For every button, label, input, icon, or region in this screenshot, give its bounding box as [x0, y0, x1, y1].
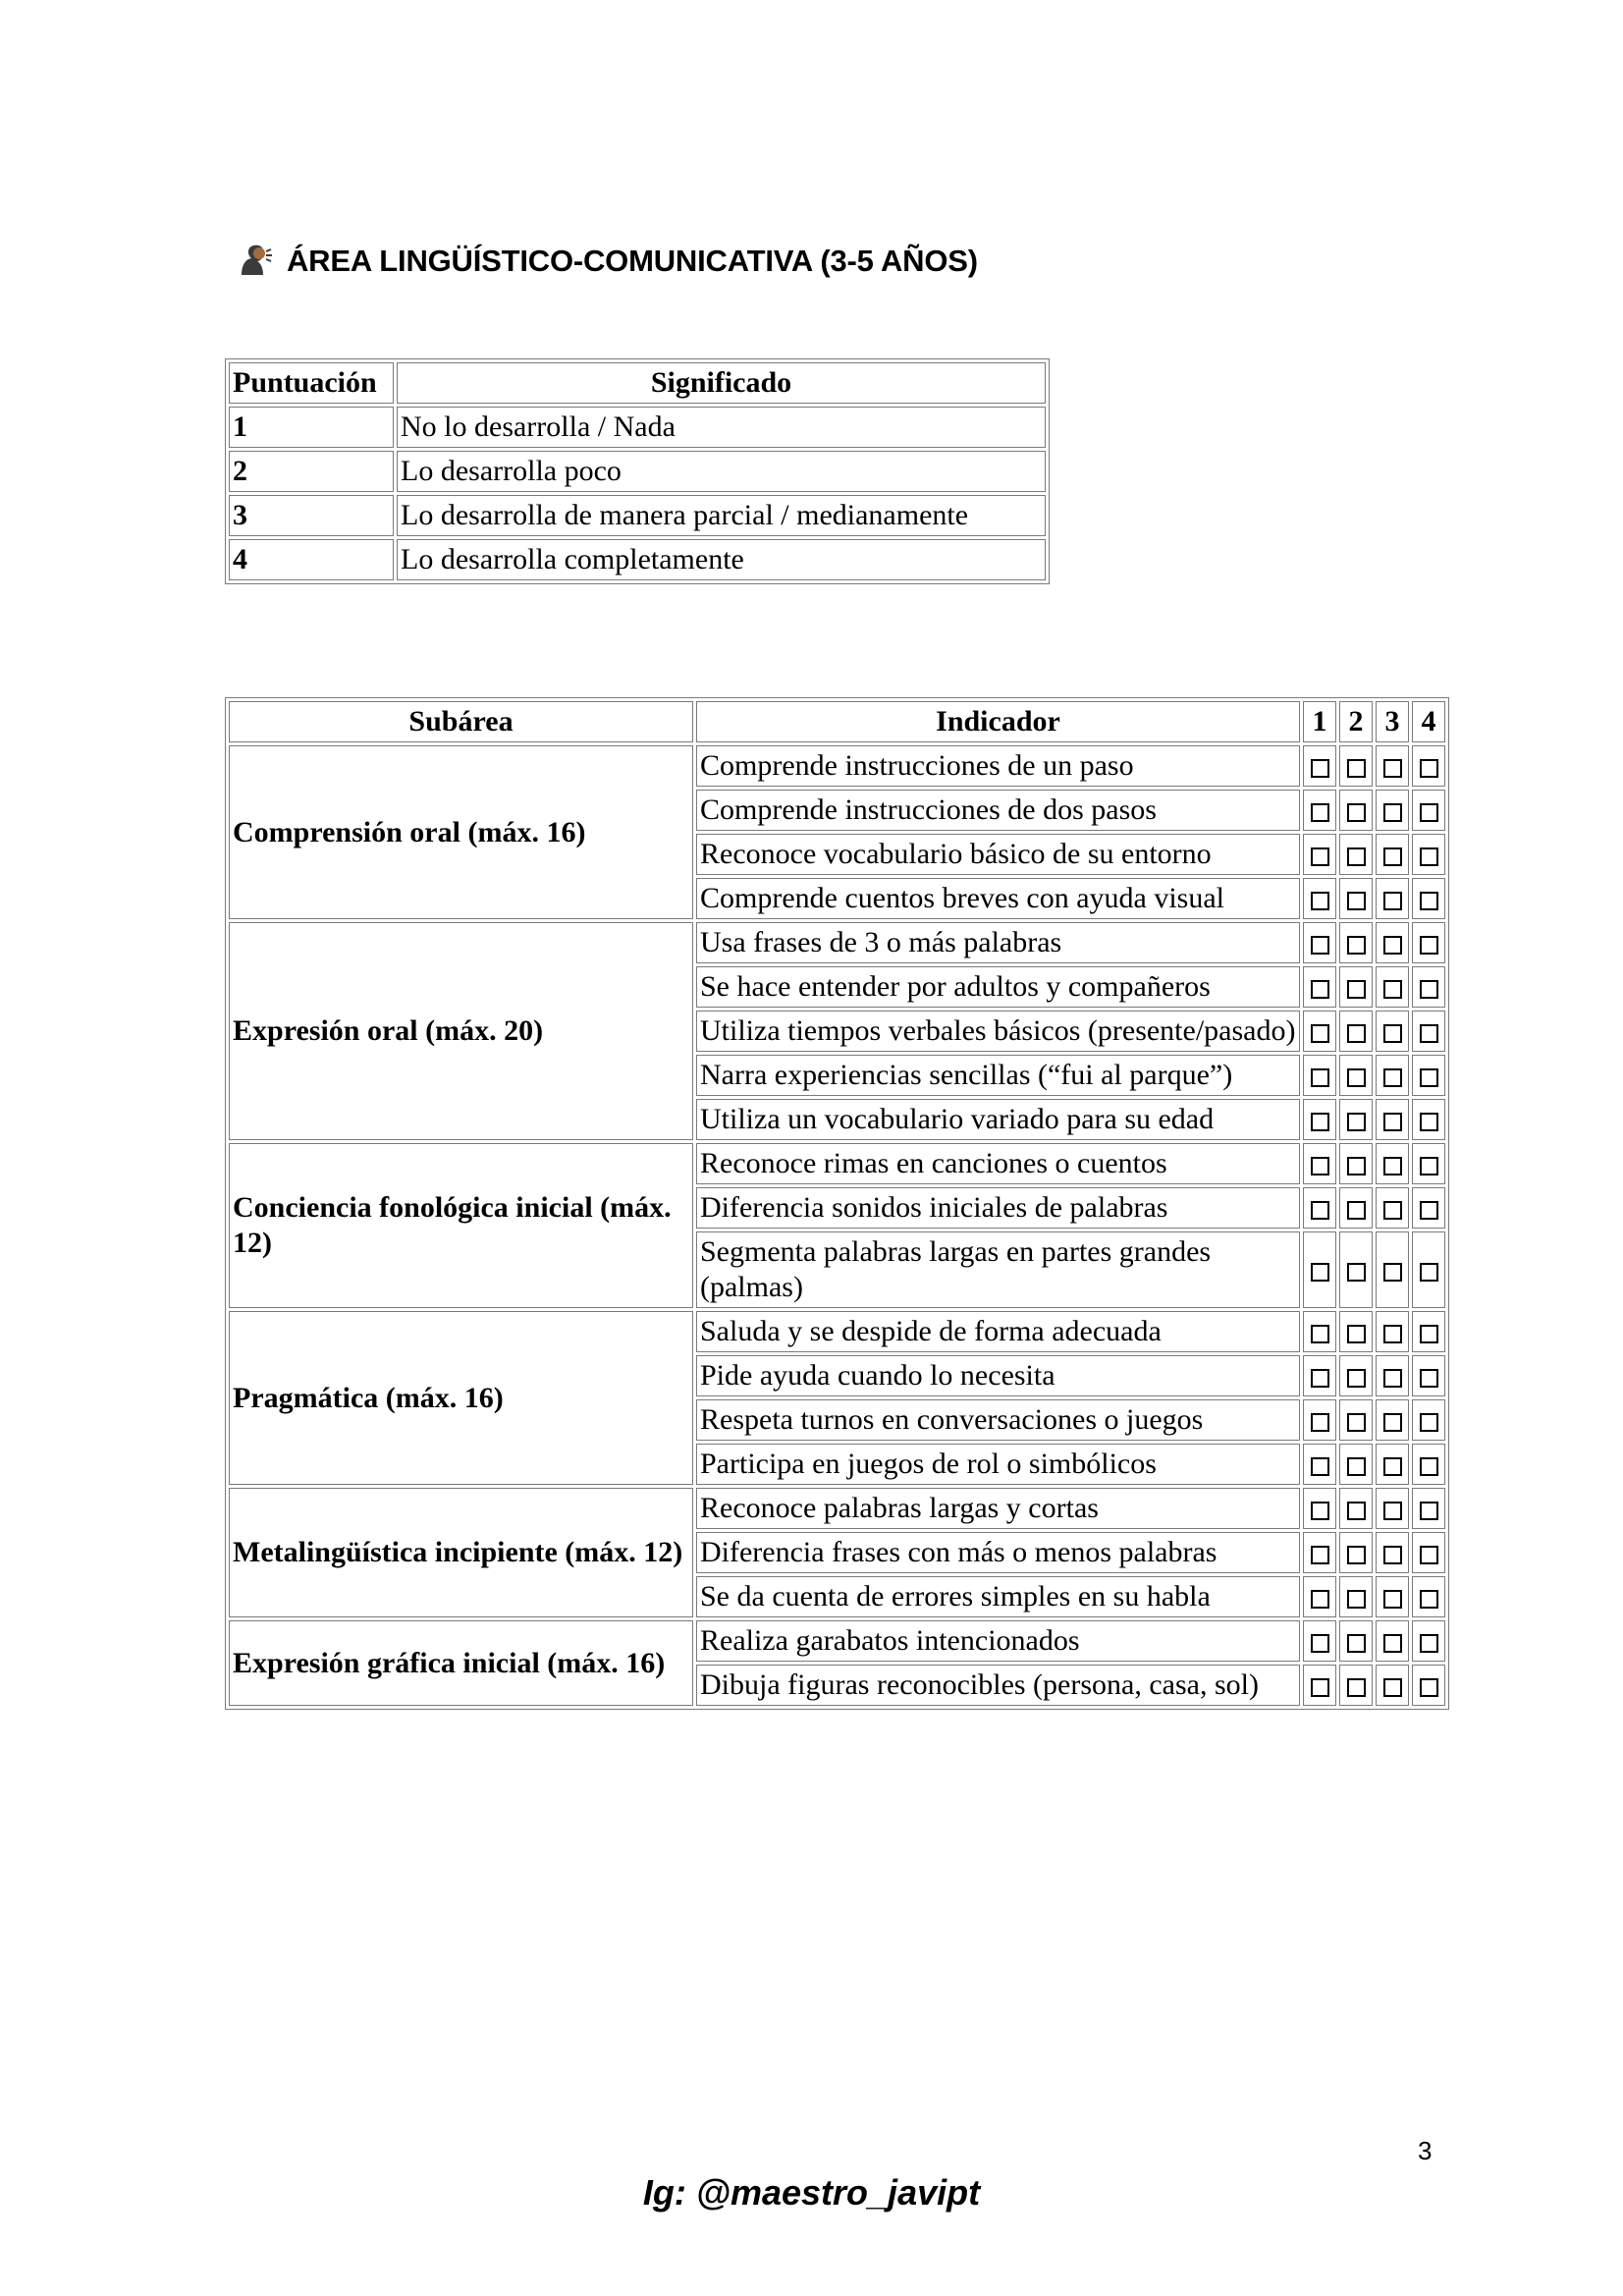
indicator-text: Diferencia frases con más o menos palabras	[696, 1532, 1300, 1573]
score-3-cell	[1376, 1055, 1409, 1096]
score-1-cell	[1303, 1355, 1336, 1396]
score-3-checkbox[interactable]	[1383, 1546, 1402, 1564]
indicator-text: Comprende instrucciones de un paso	[696, 745, 1300, 787]
rubric-row	[229, 1143, 1445, 1184]
score-2-checkbox[interactable]	[1347, 980, 1366, 999]
score-4-cell	[1412, 790, 1445, 831]
score-1-checkbox[interactable]	[1311, 759, 1329, 778]
score-2-checkbox[interactable]	[1347, 1024, 1366, 1043]
score-3-checkbox[interactable]	[1383, 1068, 1402, 1087]
score-2-cell	[1339, 1488, 1373, 1529]
score-2-cell	[1339, 1532, 1373, 1573]
score-1-cell	[1303, 1665, 1336, 1706]
score-2-checkbox[interactable]	[1347, 1201, 1366, 1220]
score-2-cell	[1339, 1665, 1373, 1706]
score-2-cell	[1339, 1187, 1373, 1229]
score-2-checkbox[interactable]	[1347, 1068, 1366, 1087]
score-1-checkbox[interactable]	[1311, 1325, 1329, 1343]
score-2-cell	[1339, 1355, 1373, 1396]
header-subarea: Subárea	[229, 701, 693, 742]
score-3-checkbox[interactable]	[1383, 1590, 1402, 1609]
header-score-2: 2	[1339, 701, 1373, 742]
score-1-cell	[1303, 1576, 1336, 1617]
score-4-checkbox[interactable]	[1420, 1590, 1438, 1609]
score-2-checkbox[interactable]	[1347, 1413, 1366, 1432]
score-2-checkbox[interactable]	[1347, 803, 1366, 822]
score-1-cell	[1303, 966, 1336, 1008]
scale-score: 4	[229, 539, 394, 580]
score-3-cell	[1376, 1620, 1409, 1662]
score-2-cell	[1339, 1399, 1373, 1441]
score-2-checkbox[interactable]	[1347, 1457, 1366, 1476]
score-4-cell	[1412, 1532, 1445, 1573]
score-2-cell	[1339, 1143, 1373, 1184]
score-3-checkbox[interactable]	[1383, 1201, 1402, 1220]
score-3-cell	[1376, 1187, 1409, 1229]
footer-instagram-handle: Ig: @maestro_javipt	[642, 2172, 981, 2213]
score-4-checkbox[interactable]	[1420, 1157, 1438, 1175]
score-2-cell	[1339, 1576, 1373, 1617]
score-3-checkbox[interactable]	[1383, 1024, 1402, 1043]
score-3-checkbox[interactable]	[1383, 759, 1402, 778]
score-2-checkbox[interactable]	[1347, 1263, 1366, 1282]
score-3-cell	[1376, 1576, 1409, 1617]
score-1-checkbox[interactable]	[1311, 1201, 1329, 1220]
scale-row	[229, 495, 1046, 536]
indicator-text: Utiliza un vocabulario variado para su edad	[696, 1099, 1300, 1140]
score-2-cell	[1339, 1011, 1373, 1052]
score-2-cell	[1339, 1099, 1373, 1140]
score-2-checkbox[interactable]	[1347, 1113, 1366, 1131]
header-indicador: Indicador	[696, 701, 1300, 742]
score-4-cell	[1412, 745, 1445, 787]
score-1-checkbox[interactable]	[1311, 892, 1329, 910]
score-3-checkbox[interactable]	[1383, 936, 1402, 955]
score-4-cell	[1412, 878, 1445, 919]
score-3-checkbox[interactable]	[1383, 847, 1402, 866]
score-4-cell	[1412, 1011, 1445, 1052]
indicator-text: Narra experiencias sencillas (“fui al parque”)	[696, 1055, 1300, 1096]
score-3-cell	[1376, 834, 1409, 875]
scale-score: 2	[229, 451, 394, 492]
score-2-cell	[1339, 790, 1373, 831]
indicator-text: Diferencia sonidos iniciales de palabras	[696, 1187, 1300, 1229]
score-1-cell	[1303, 1143, 1336, 1184]
score-3-checkbox[interactable]	[1383, 1369, 1402, 1388]
score-1-checkbox[interactable]	[1311, 847, 1329, 866]
indicator-text: Comprende instrucciones de dos pasos	[696, 790, 1300, 831]
score-4-cell	[1412, 1355, 1445, 1396]
score-3-cell	[1376, 745, 1409, 787]
score-3-checkbox[interactable]	[1383, 1413, 1402, 1432]
score-1-checkbox[interactable]	[1311, 1413, 1329, 1432]
score-1-cell	[1303, 922, 1336, 963]
score-2-checkbox[interactable]	[1347, 847, 1366, 866]
indicator-text: Reconoce rimas en canciones o cuentos	[696, 1143, 1300, 1184]
score-2-checkbox[interactable]	[1347, 1678, 1366, 1697]
score-3-cell	[1376, 1099, 1409, 1140]
score-3-checkbox[interactable]	[1383, 1502, 1402, 1520]
rubric-row	[229, 1620, 1445, 1662]
score-3-checkbox[interactable]	[1383, 1325, 1402, 1343]
subarea-name: Expresión gráfica inicial (máx. 16)	[229, 1620, 693, 1706]
scale-meaning: No lo desarrolla / Nada	[397, 407, 1046, 448]
score-2-checkbox[interactable]	[1347, 1157, 1366, 1175]
score-1-checkbox[interactable]	[1311, 1457, 1329, 1476]
score-4-checkbox[interactable]	[1420, 1634, 1438, 1653]
score-3-cell	[1376, 966, 1409, 1008]
indicator-text: Se hace entender por adultos y compañeros	[696, 966, 1300, 1008]
score-3-cell	[1376, 790, 1409, 831]
score-4-checkbox[interactable]	[1420, 1502, 1438, 1520]
score-3-checkbox[interactable]	[1383, 892, 1402, 910]
score-1-cell	[1303, 745, 1336, 787]
score-3-cell	[1376, 1311, 1409, 1352]
score-4-checkbox[interactable]	[1420, 1201, 1438, 1220]
score-1-cell	[1303, 878, 1336, 919]
indicator-text: Dibuja figuras reconocibles (persona, casa, sol)	[696, 1665, 1300, 1706]
score-1-checkbox[interactable]	[1311, 1369, 1329, 1388]
scale-score: 1	[229, 407, 394, 448]
indicator-text: Reconoce palabras largas y cortas	[696, 1488, 1300, 1529]
score-2-checkbox[interactable]	[1347, 1634, 1366, 1653]
score-4-cell	[1412, 1187, 1445, 1229]
score-3-cell	[1376, 1665, 1409, 1706]
score-3-cell	[1376, 922, 1409, 963]
score-1-checkbox[interactable]	[1311, 1113, 1329, 1131]
scale-row	[229, 451, 1046, 492]
score-1-cell	[1303, 1099, 1336, 1140]
score-1-checkbox[interactable]	[1311, 1263, 1329, 1282]
score-2-cell	[1339, 966, 1373, 1008]
score-4-cell	[1412, 834, 1445, 875]
score-3-cell	[1376, 1488, 1409, 1529]
score-4-checkbox[interactable]	[1420, 803, 1438, 822]
score-1-cell	[1303, 1620, 1336, 1662]
scale-meaning: Lo desarrolla poco	[397, 451, 1046, 492]
score-1-checkbox[interactable]	[1311, 1157, 1329, 1175]
rubric-row	[229, 922, 1445, 963]
indicator-text: Pide ayuda cuando lo necesita	[696, 1355, 1300, 1396]
subarea-name: Conciencia fonológica inicial (máx. 12)	[229, 1143, 693, 1308]
score-3-checkbox[interactable]	[1383, 980, 1402, 999]
score-1-checkbox[interactable]	[1311, 1546, 1329, 1564]
indicator-text: Respeta turnos en conversaciones o juegos	[696, 1399, 1300, 1441]
score-3-checkbox[interactable]	[1383, 1634, 1402, 1653]
score-4-checkbox[interactable]	[1420, 847, 1438, 866]
score-4-checkbox[interactable]	[1420, 936, 1438, 955]
score-4-cell	[1412, 1143, 1445, 1184]
score-1-cell	[1303, 1532, 1336, 1573]
score-2-cell	[1339, 745, 1373, 787]
score-4-checkbox[interactable]	[1420, 1325, 1438, 1343]
score-4-checkbox[interactable]	[1420, 1113, 1438, 1131]
header-puntuacion: Puntuación	[229, 362, 394, 404]
score-2-cell	[1339, 1311, 1373, 1352]
score-3-cell	[1376, 878, 1409, 919]
subarea-name: Pragmática (máx. 16)	[229, 1311, 693, 1485]
score-1-cell	[1303, 1488, 1336, 1529]
speaking-head-icon	[236, 242, 275, 281]
indicator-text: Comprende cuentos breves con ayuda visual	[696, 878, 1300, 919]
score-1-cell	[1303, 1187, 1336, 1229]
score-3-cell	[1376, 1399, 1409, 1441]
score-4-cell	[1412, 1055, 1445, 1096]
score-4-checkbox[interactable]	[1420, 759, 1438, 778]
score-2-cell	[1339, 1055, 1373, 1096]
score-1-checkbox[interactable]	[1311, 1024, 1329, 1043]
score-1-checkbox[interactable]	[1311, 1678, 1329, 1697]
score-3-cell	[1376, 1444, 1409, 1485]
score-2-checkbox[interactable]	[1347, 1502, 1366, 1520]
subarea-name: Metalingüística incipiente (máx. 12)	[229, 1488, 693, 1617]
header-score-1: 1	[1303, 701, 1336, 742]
score-4-cell	[1412, 1488, 1445, 1529]
score-4-checkbox[interactable]	[1420, 1457, 1438, 1476]
score-2-checkbox[interactable]	[1347, 1325, 1366, 1343]
score-4-cell	[1412, 1399, 1445, 1441]
score-4-cell	[1412, 922, 1445, 963]
score-2-cell	[1339, 1444, 1373, 1485]
score-3-checkbox[interactable]	[1383, 1457, 1402, 1476]
indicator-text: Participa en juegos de rol o simbólicos	[696, 1444, 1300, 1485]
score-2-cell	[1339, 1231, 1373, 1308]
score-1-cell	[1303, 1311, 1336, 1352]
score-2-checkbox[interactable]	[1347, 936, 1366, 955]
score-2-checkbox[interactable]	[1347, 759, 1366, 778]
score-2-cell	[1339, 922, 1373, 963]
page-title	[236, 242, 978, 281]
score-3-cell	[1376, 1355, 1409, 1396]
score-2-checkbox[interactable]	[1347, 1546, 1366, 1564]
score-3-checkbox[interactable]	[1383, 1113, 1402, 1131]
score-1-cell	[1303, 1055, 1336, 1096]
evaluation-rubric-table	[225, 697, 1449, 1710]
score-3-checkbox[interactable]	[1383, 1157, 1402, 1175]
header-score-4: 4	[1412, 701, 1445, 742]
indicator-text: Segmenta palabras largas en partes grandes (palmas)	[696, 1231, 1300, 1308]
score-1-cell	[1303, 1444, 1336, 1485]
indicator-text: Saluda y se despide de forma adecuada	[696, 1311, 1300, 1352]
score-1-cell	[1303, 1399, 1336, 1441]
score-1-cell	[1303, 790, 1336, 831]
score-2-cell	[1339, 1620, 1373, 1662]
score-2-checkbox[interactable]	[1347, 1590, 1366, 1609]
score-4-cell	[1412, 1576, 1445, 1617]
page-title-text: ÁREA LINGÜÍSTICO-COMUNICATIVA (3-5 AÑOS)	[287, 244, 978, 278]
score-4-cell	[1412, 1231, 1445, 1308]
indicator-text: Utiliza tiempos verbales básicos (presente/pasado)	[696, 1011, 1300, 1052]
rubric-row	[229, 1488, 1445, 1529]
score-2-cell	[1339, 834, 1373, 875]
scoring-scale-table	[225, 358, 1050, 584]
score-2-checkbox[interactable]	[1347, 892, 1366, 910]
page-number: 3	[1418, 2136, 1433, 2165]
header-score-3: 3	[1376, 701, 1409, 742]
subarea-name: Comprensión oral (máx. 16)	[229, 745, 693, 919]
score-4-checkbox[interactable]	[1420, 1024, 1438, 1043]
scale-row	[229, 539, 1046, 580]
scale-meaning: Lo desarrolla de manera parcial / medianamente	[397, 495, 1046, 536]
score-4-cell	[1412, 1099, 1445, 1140]
score-1-checkbox[interactable]	[1311, 1590, 1329, 1609]
score-3-checkbox[interactable]	[1383, 1263, 1402, 1282]
score-1-checkbox[interactable]	[1311, 980, 1329, 999]
score-4-checkbox[interactable]	[1420, 1369, 1438, 1388]
score-4-cell	[1412, 966, 1445, 1008]
score-1-checkbox[interactable]	[1311, 936, 1329, 955]
score-3-cell	[1376, 1011, 1409, 1052]
score-4-cell	[1412, 1311, 1445, 1352]
score-3-cell	[1376, 1231, 1409, 1308]
score-4-cell	[1412, 1444, 1445, 1485]
score-2-cell	[1339, 878, 1373, 919]
scale-row	[229, 407, 1046, 448]
score-2-checkbox[interactable]	[1347, 1369, 1366, 1388]
subarea-name: Expresión oral (máx. 20)	[229, 922, 693, 1140]
score-1-cell	[1303, 1231, 1336, 1308]
indicator-text: Se da cuenta de errores simples en su habla	[696, 1576, 1300, 1617]
score-3-cell	[1376, 1143, 1409, 1184]
score-4-checkbox[interactable]	[1420, 892, 1438, 910]
score-1-checkbox[interactable]	[1311, 803, 1329, 822]
score-4-checkbox[interactable]	[1420, 1263, 1438, 1282]
score-4-checkbox[interactable]	[1420, 980, 1438, 999]
score-4-checkbox[interactable]	[1420, 1413, 1438, 1432]
score-1-checkbox[interactable]	[1311, 1068, 1329, 1087]
score-3-cell	[1376, 1532, 1409, 1573]
score-3-checkbox[interactable]	[1383, 803, 1402, 822]
score-3-checkbox[interactable]	[1383, 1678, 1402, 1697]
indicator-text: Usa frases de 3 o más palabras	[696, 922, 1300, 963]
score-4-cell	[1412, 1665, 1445, 1706]
score-1-checkbox[interactable]	[1311, 1502, 1329, 1520]
score-4-checkbox[interactable]	[1420, 1068, 1438, 1087]
indicator-text: Realiza garabatos intencionados	[696, 1620, 1300, 1662]
rubric-row	[229, 1311, 1445, 1352]
scale-meaning: Lo desarrolla completamente	[397, 539, 1046, 580]
header-significado: Significado	[397, 362, 1046, 404]
score-4-cell	[1412, 1620, 1445, 1662]
scale-score: 3	[229, 495, 394, 536]
score-4-checkbox[interactable]	[1420, 1678, 1438, 1697]
score-1-cell	[1303, 834, 1336, 875]
rubric-row	[229, 745, 1445, 787]
score-1-cell	[1303, 1011, 1336, 1052]
score-4-checkbox[interactable]	[1420, 1546, 1438, 1564]
score-1-checkbox[interactable]	[1311, 1634, 1329, 1653]
indicator-text: Reconoce vocabulario básico de su entorno	[696, 834, 1300, 875]
